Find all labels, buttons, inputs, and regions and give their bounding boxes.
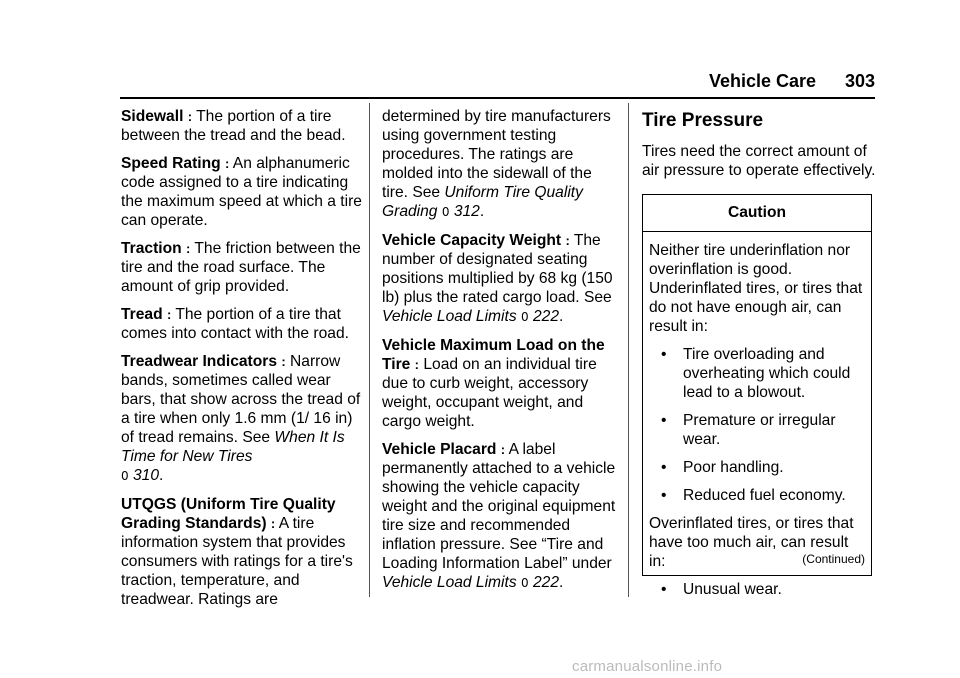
glossary-term: Vehicle Placard — [382, 441, 497, 458]
column-3 — [642, 110, 876, 598]
bullet-icon: • — [661, 412, 667, 429]
term-separator: : — [414, 357, 420, 372]
glossary-entry — [121, 495, 363, 609]
glossary-definition: A label permanently attached to a vehicle showing the vehicle capacity weight and the original equipment tire size and recommended inflation pressure. See “Tire and Loading Information Label” under — [382, 441, 616, 572]
bullet-icon: • — [661, 581, 667, 598]
caution-paragraph: Overinflated tires, or tires that have too much air, can result in: — [649, 515, 854, 570]
glossary-definition: The portion of a tire that comes into contact with the road. — [121, 306, 349, 342]
page-ref-icon: 0 — [121, 469, 129, 483]
glossary-definition: Load on an individual tire due to curb weight, accessory weight, occupant weight, and cargo weight. — [382, 356, 597, 430]
glossary-term: Sidewall — [121, 108, 184, 125]
glossary-entry — [382, 336, 620, 431]
page-ref-icon: 0 — [441, 205, 450, 219]
bullet-text: Premature or irregular wear. — [683, 412, 836, 448]
glossary-term: UTQGS (Uniform Tire Quality Grading Standards) — [121, 496, 336, 532]
cross-reference-link[interactable]: Vehicle Load Limits — [382, 308, 517, 325]
caution-box — [642, 194, 872, 598]
bullet-item — [661, 345, 865, 402]
cross-reference-link[interactable]: Uniform Tire Quality Grading — [382, 184, 583, 220]
glossary-term: Vehicle Capacity Weight — [382, 232, 562, 249]
column-divider — [628, 103, 629, 597]
section-title: Vehicle Care — [709, 71, 817, 91]
glossary-definition: The number of designated seating positions multiplied by 68 kg (150 lb) plus the rated cargo load. See — [382, 232, 613, 306]
bullet-text: Poor handling. — [683, 459, 784, 476]
glossary-term: Speed Rating — [121, 155, 221, 172]
glossary-term: Vehicle Maximum Load on the Tire — [382, 337, 605, 373]
watermark: carmanualsonline.info — [572, 658, 723, 675]
sentence-end: . — [479, 203, 485, 220]
term-separator: : — [500, 442, 506, 457]
page-ref-icon: 0 — [520, 576, 529, 590]
glossary-definition: determined by tire manufacturers using government testing procedures. The ratings are molded into the sidewall of the tire. See — [382, 108, 611, 201]
header-rule — [120, 97, 875, 99]
bullet-icon: • — [661, 346, 667, 363]
cross-reference-page[interactable]: 222 — [532, 574, 559, 591]
cross-reference-page[interactable]: 222 — [532, 308, 559, 325]
caution-paragraph: Neither tire underinflation nor overinflation is good. Underinflated tires, or tires that do not have enough air, can result in: — [649, 242, 863, 335]
bullet-item — [661, 458, 865, 477]
glossary-entry — [382, 231, 620, 327]
continued-note: (Continued) — [802, 552, 865, 566]
glossary-entry — [121, 154, 363, 230]
cross-reference-page[interactable]: 312 — [453, 203, 480, 220]
glossary-term: Tread — [121, 306, 163, 323]
intro-paragraph: Tires need the correct amount of air pressure to operate effectively. — [642, 143, 876, 179]
caution-body — [643, 232, 871, 599]
cross-reference-page[interactable]: 310 — [132, 467, 160, 484]
column-1 — [121, 107, 363, 618]
bullet-item — [661, 411, 865, 449]
sentence-end: . — [159, 467, 164, 484]
term-separator: : — [565, 233, 570, 248]
term-separator: : — [187, 109, 193, 124]
bullet-icon: • — [661, 459, 667, 476]
column-2 — [382, 107, 620, 602]
page-number: 303 — [845, 71, 876, 91]
cross-reference-link[interactable]: Vehicle Load Limits — [382, 574, 517, 591]
caution-title: Caution — [643, 195, 871, 232]
continued-definition — [382, 107, 620, 222]
glossary-definition: An alphanumeric code assigned to a tire indicating the maximum speed at which a tire can operate. — [121, 155, 362, 229]
glossary-entry — [121, 352, 363, 486]
column-divider — [369, 103, 370, 597]
bullet-icon: • — [661, 487, 667, 504]
bullet-item — [661, 486, 865, 505]
sentence-end: . — [559, 308, 564, 325]
term-separator: : — [270, 516, 276, 531]
section-heading: Tire Pressure — [642, 110, 764, 131]
term-separator: : — [186, 241, 191, 256]
glossary-term: Treadwear Indicators — [121, 353, 277, 370]
bullet-text: Unusual wear. — [683, 581, 782, 598]
bullet-text: Tire overloading and overheating which could lead to a blowout. — [683, 346, 851, 401]
glossary-entry — [121, 107, 363, 145]
cross-reference-link[interactable]: When It Is Time for New Tires — [121, 429, 345, 465]
glossary-entry — [121, 305, 363, 343]
glossary-entry — [121, 239, 363, 296]
term-separator: : — [281, 354, 286, 369]
glossary-definition: A tire information system that provides consumers with ratings for a tire's traction, temperature, and treadwear. Ratings are — [121, 515, 353, 608]
bullet-text: Reduced fuel economy. — [683, 487, 846, 504]
sentence-end: . — [559, 574, 564, 591]
glossary-definition: The friction between the tire and the road surface. The amount of grip provided. — [121, 240, 361, 295]
bullet-item — [661, 580, 865, 599]
glossary-entry — [382, 440, 620, 593]
term-separator: : — [166, 307, 172, 322]
glossary-definition: The portion of a tire between the tread and the bead. — [121, 108, 346, 144]
glossary-definition: Narrow bands, sometimes called wear bars, that show across the tread of a tire when only 1.6 mm (1/ 16 in) of tread remains. See — [121, 353, 361, 446]
page-ref-icon: 0 — [520, 310, 529, 324]
glossary-term: Traction — [121, 240, 182, 257]
term-separator: : — [224, 156, 230, 171]
